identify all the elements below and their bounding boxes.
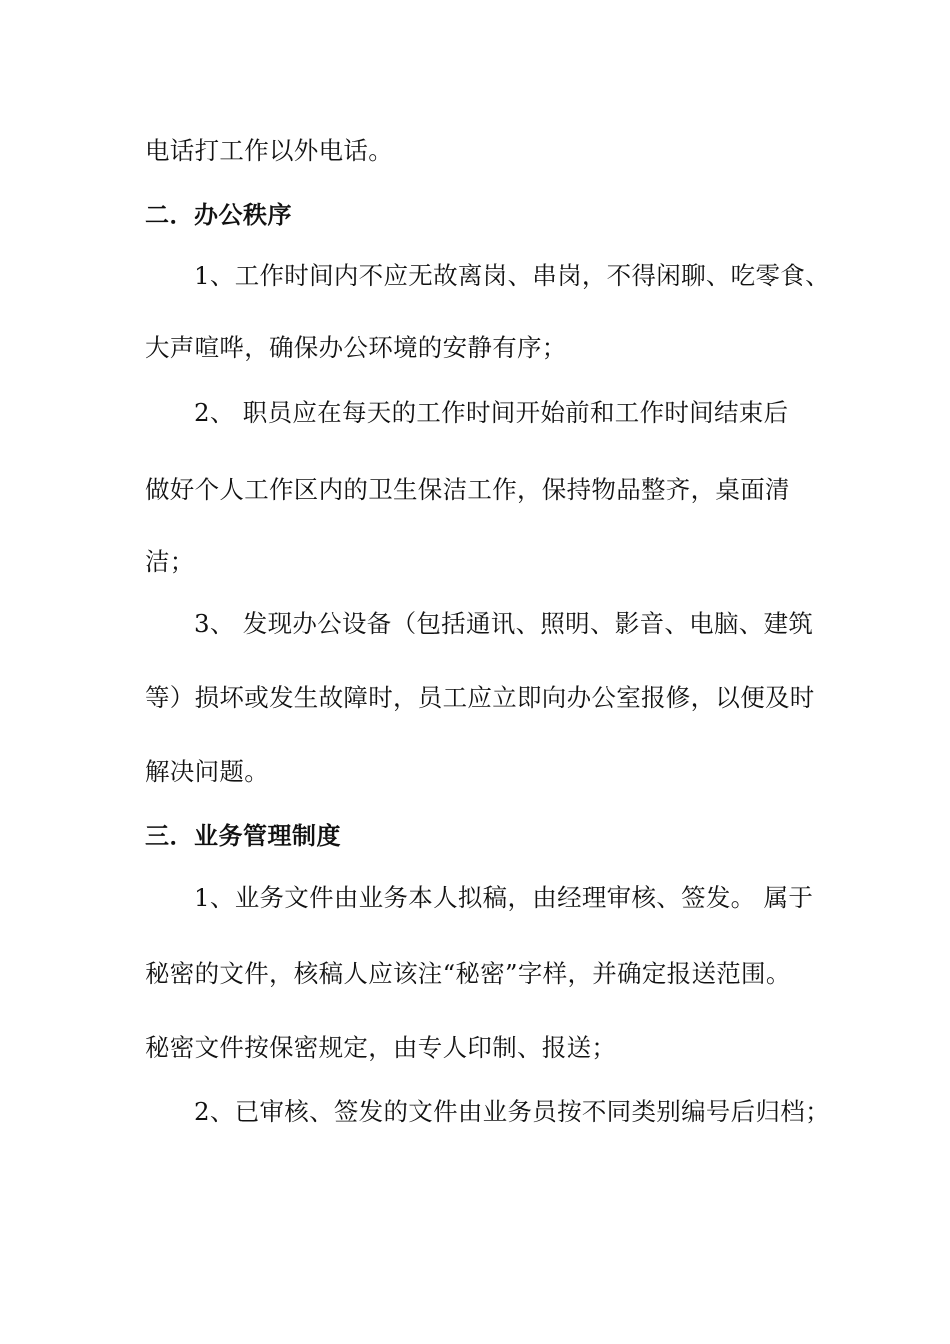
paragraph-line: 做好个人工作区内的卫生保洁工作，保持物品整齐，桌面清: [145, 475, 790, 504]
paragraph-line: 解决问题。: [145, 757, 269, 786]
paragraph-line: 等）损坏或发生故障时，员工应立即向办公室报修，以便及时: [145, 683, 815, 712]
section-heading-business-management: 三．业务管理制度: [145, 822, 341, 850]
paragraph-line: 2、 职员应在每天的工作时间开始前和工作时间结束后: [194, 398, 789, 427]
paragraph-line: 洁；: [145, 547, 195, 576]
paragraph-line: 电话打工作以外电话。: [145, 136, 393, 165]
paragraph-line: 2、已审核、签发的文件由业务员按不同类别编号后归档；: [194, 1097, 830, 1126]
paragraph-line: 大声喧哗，确保办公环境的安静有序；: [145, 333, 567, 362]
paragraph-line: 秘密文件按保密规定，由专人印制、报送；: [145, 1033, 617, 1062]
paragraph-line: 3、 发现办公设备（包括通讯、照明、影音、电脑、建筑: [194, 609, 814, 638]
paragraph-line: 秘密的文件，核稿人应该注“秘密”字样，并确定报送范围。: [145, 959, 791, 988]
paragraph-line: 1、业务文件由业务本人拟稿，由经理审核、签发。 属于: [194, 883, 814, 912]
paragraph-line: 1、工作时间内不应无故离岗、串岗，不得闲聊、吃零食、: [194, 261, 830, 290]
section-heading-office-order: 二．办公秩序: [145, 201, 292, 229]
